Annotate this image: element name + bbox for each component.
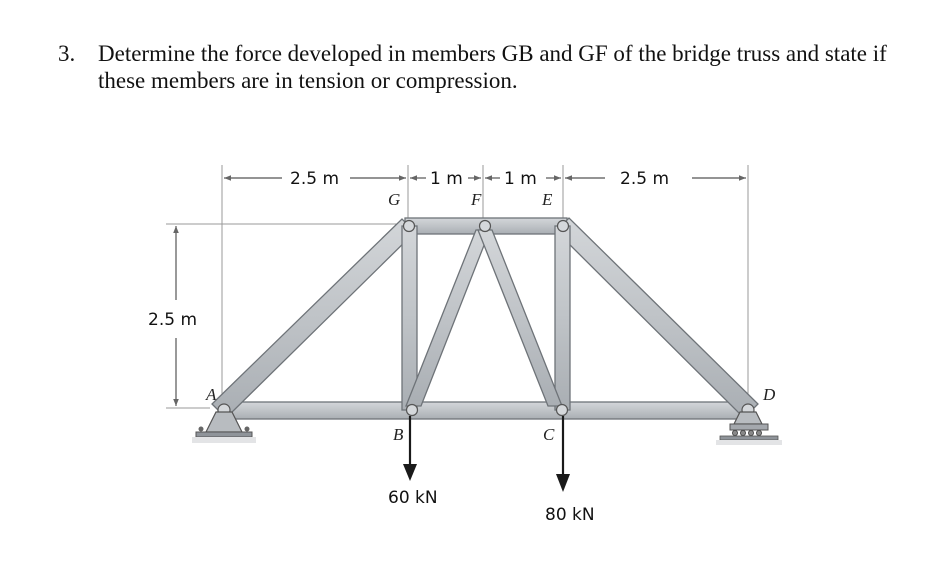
label-F: F [471, 190, 482, 209]
load-arrow-B [403, 416, 417, 481]
label-G: G [388, 190, 401, 209]
dim-mid-span-2: 1 m [504, 169, 537, 189]
dim-left-span: 2.5 m [290, 169, 339, 189]
joint-E [558, 221, 569, 232]
problem-text: Determine the force developed in members GB and GF of the bridge truss and state if these members are in tension or compression. [98, 41, 887, 93]
load-label-C: 80 kN [545, 505, 595, 525]
dim-mid-span-1: 1 m [430, 169, 463, 189]
label-D: D [763, 385, 776, 404]
label-E: E [542, 190, 553, 209]
load-label-B: 60 kN [388, 488, 438, 508]
truss-members [212, 218, 758, 419]
member-FC [478, 230, 562, 406]
member-ED [556, 218, 758, 418]
label-B: B [393, 425, 404, 444]
joint-F [480, 221, 491, 232]
member-AG [212, 219, 415, 418]
joint-G [404, 221, 415, 232]
joint-B [407, 405, 418, 416]
member-FB [406, 230, 490, 406]
member-EC [555, 226, 570, 410]
load-arrow-C [556, 416, 570, 492]
joint-C [557, 405, 568, 416]
label-C: C [543, 425, 555, 444]
dim-right-span: 2.5 m [620, 169, 669, 189]
label-A: A [206, 385, 217, 404]
dim-height: 2.5 m [148, 310, 197, 330]
problem-number: 3. [58, 41, 76, 66]
member-AD-bottom-chord [218, 402, 752, 419]
